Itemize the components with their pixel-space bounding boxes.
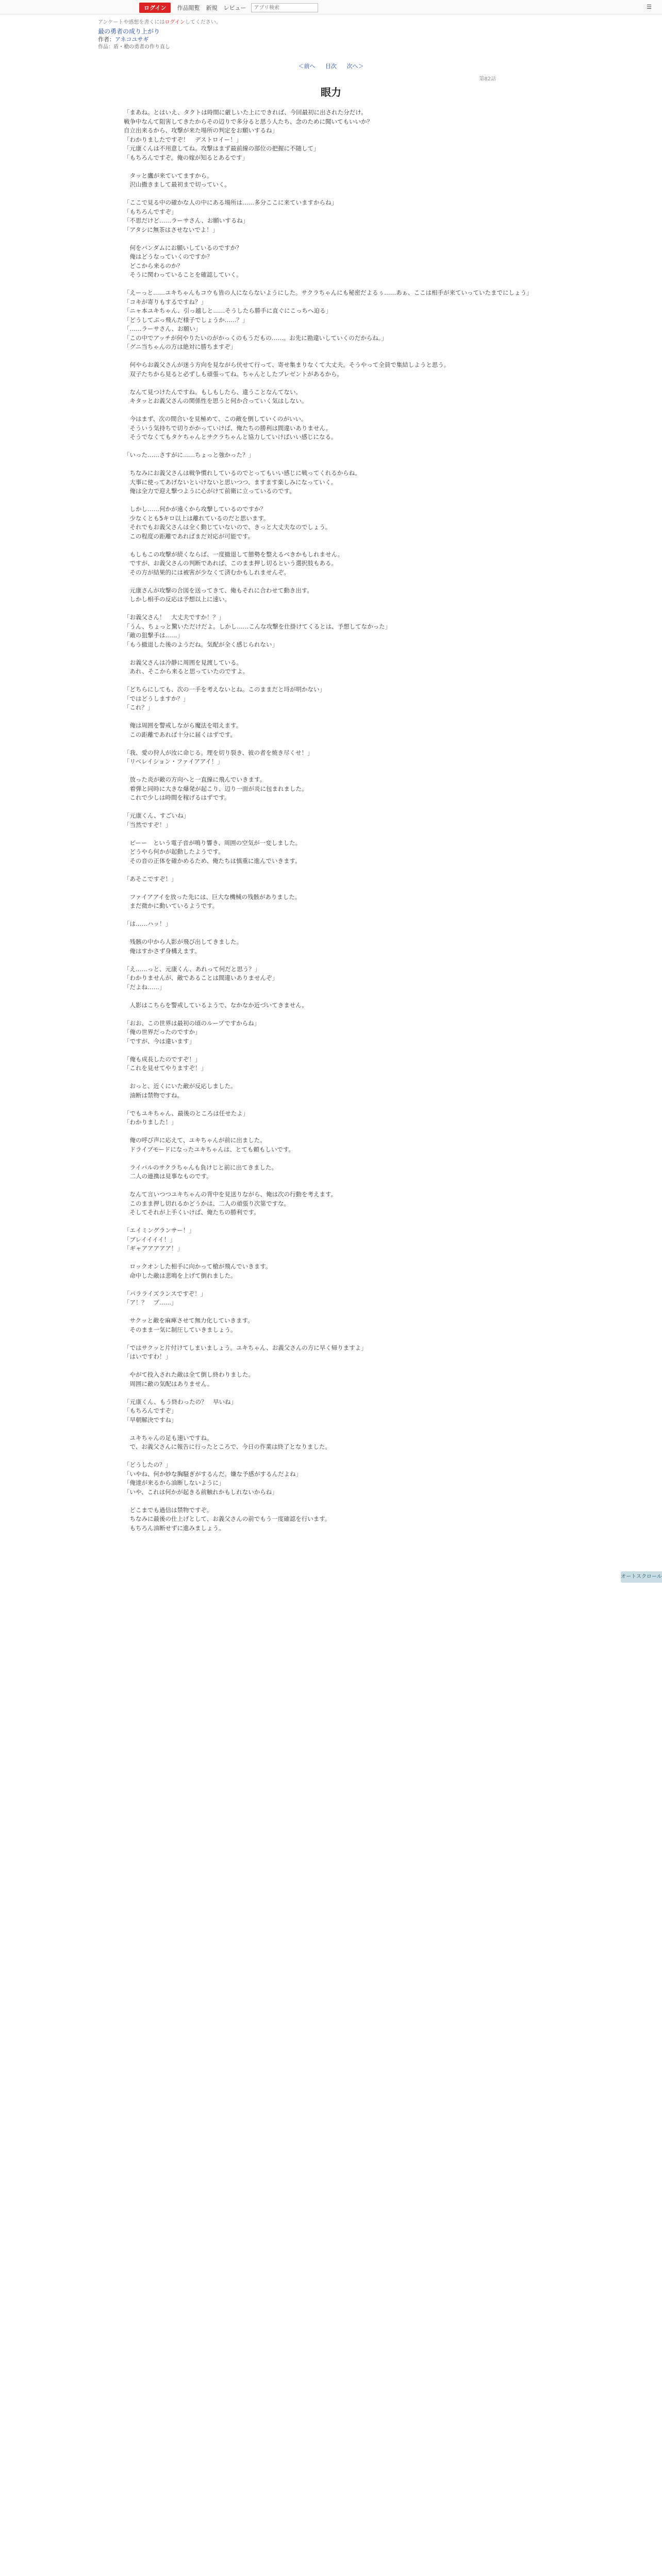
body-line: しかし……何かが遠くから攻撃しているのですか？ — [124, 505, 266, 513]
body-line: このまま押し切れるかどうかは、二人の頑張り次第ですな。 — [124, 1199, 290, 1207]
top-nav — [139, 3, 318, 13]
body-line: 「元康くん、すごいね」 — [124, 812, 190, 819]
body-line: ドライブモードになったユキちゃんは、とても頼もしいです。 — [124, 1145, 294, 1153]
body-line: その音の正体を確かめるため、俺たちは慎重に進んでいきます。 — [124, 857, 301, 865]
body-line: 「だよね……」 — [124, 983, 166, 991]
body-line: 元康さんが攻撃の合図を送ってきて、俺もそれに合わせて動き出す。 — [124, 586, 313, 594]
body-line: 「えーっと……ユキちゃんもコウも皆の人にならないようにした。サクラちゃんにも秘密だよるぅ……あぁ、ここは相手が来ていっていたまでにしょう」 — [124, 289, 533, 296]
user-menu-icon[interactable]: ☰ — [647, 4, 652, 10]
body-line: おっと、近くにいた敵が反応しました。 — [124, 1082, 237, 1090]
body-line: あれ、そこから来ると思っていたのですよ。 — [124, 668, 249, 675]
body-line: 「ア！？ ブ……」 — [124, 1299, 177, 1306]
body-line: 「グニ当ちゃんの方は絶対に勝ちますぞ」 — [124, 343, 237, 350]
body-line: 「もちろんですぞ。俺の嫁が知るとあるです」 — [124, 154, 249, 161]
blank-line — [124, 1100, 536, 1109]
body-line: もちろん油断せずに進みましょう。 — [124, 1524, 225, 1532]
body-line: 「これ？」 — [124, 704, 154, 711]
body-line: 沢山撒きまして最初まで切っていく。 — [124, 181, 230, 188]
body-line: 「ギャアアアアア！」 — [124, 1245, 183, 1252]
blank-line — [124, 1010, 536, 1019]
body-line: 「は……ハッ！」 — [124, 920, 171, 927]
blank-line — [124, 1334, 536, 1344]
body-line: 大事に使ってあげないといけないと思いつつ、ますます楽しみになっていく。 — [124, 478, 337, 486]
body-line: そのまま一気に制圧していきましょう。 — [124, 1326, 237, 1333]
body-line: 「どうしてぶっ飛んだ様子でしょうか……？」 — [124, 316, 249, 324]
body-line: 「もちろんですぞ」 — [124, 1407, 177, 1414]
toc-link[interactable]: 目次 — [325, 63, 337, 70]
blank-line — [124, 541, 536, 550]
blank-line — [124, 739, 536, 749]
notice-before: アンケートや感想を書くには — [98, 20, 165, 25]
blank-line — [124, 956, 536, 965]
body-line: キタッとお義父さんの関係性を思うと何か合っていく気はしない。 — [124, 397, 308, 404]
body-line: 「当然ですぞ！」 — [124, 821, 171, 828]
body-line: 「ですが、今は違います」 — [124, 1037, 195, 1045]
body-line: 「リベレイション・ファイアアイ！」 — [124, 758, 223, 765]
blank-line — [124, 280, 536, 289]
body-line: 「パラライズランスですぞ！」 — [124, 1290, 207, 1297]
nav-link-browse[interactable]: 作品閲覧 — [177, 5, 200, 11]
body-line: 「敵の狙撃手は……」 — [124, 632, 183, 639]
body-line: 少なくとも5キロ以上は離れているのだと思います。 — [124, 514, 270, 522]
blank-line — [124, 1046, 536, 1055]
body-line: 油断は禁物ですね。 — [124, 1091, 183, 1099]
blank-line — [124, 992, 536, 1001]
body-line: 「俺達が来るから油断しないように」 — [124, 1479, 225, 1486]
body-line: ロックオンした相手に向かって槍が飛んでいきます。 — [124, 1263, 272, 1270]
login-button[interactable]: ログイン — [139, 3, 171, 13]
notice-after: してください。 — [185, 20, 221, 25]
blank-line — [124, 1425, 536, 1434]
body-line: 「おお、この世界は最初の頃のループですからね」 — [124, 1019, 260, 1027]
blank-line — [124, 884, 536, 893]
body-line: 「あそこですぞ！」 — [124, 875, 177, 883]
blank-line — [124, 162, 536, 172]
body-line: 「これを見せてやりますぞ！」 — [124, 1064, 207, 1072]
blank-line — [124, 1253, 536, 1263]
pager-top — [0, 62, 662, 70]
body-line: 「でもユキちゃん、最後のところは任せたよ」 — [124, 1109, 249, 1117]
body-line: 「早朝解決ですね」 — [124, 1416, 177, 1423]
body-line: 今はまず、次の間合いを見極めて、この敵を倒していくのがいい。 — [124, 415, 307, 422]
body-line: しかし相手の反応は予想以上に速い。 — [124, 596, 230, 603]
body-line: 「どちらにしても、次の一手を考えないとね。このままだと埒が明かない」 — [124, 686, 325, 693]
body-line: どこから来るのか？ — [124, 262, 183, 269]
body-line: なんて言いつつユキちゃんの背中を見送りながら、俺は次の行動を考えます。 — [124, 1191, 337, 1198]
body-line: 「不思だけど……ラーサさん、お願いするね」 — [124, 217, 249, 224]
blank-line — [124, 379, 536, 388]
body-line: 「もちろんですぞ」 — [124, 208, 177, 215]
blank-line — [124, 1154, 536, 1163]
novel-body — [124, 108, 536, 1533]
nav-link-new[interactable]: 新規 — [206, 5, 218, 11]
body-line: 「どうしたの？」 — [124, 1461, 171, 1468]
body-line: 「ではサクッと片付けてしまいましょう。ユキちゃん、お義父さんの方に早く帰りますよ」 — [124, 1344, 367, 1351]
body-line: 二人の連携は見事なものです。 — [124, 1173, 212, 1180]
blank-line — [124, 803, 536, 812]
body-line: 周囲に敵の気配はありません。 — [124, 1380, 213, 1387]
body-line: 「ニャ本ユキちゃん、引っ越しと……そうしたら勝手に直ぐにこっちへ迫る」 — [124, 307, 332, 314]
body-line: 「はいですわ！」 — [124, 1353, 171, 1360]
blank-line — [124, 1073, 536, 1082]
blank-line — [124, 1181, 536, 1191]
blank-line — [124, 1388, 536, 1398]
blank-line — [124, 577, 536, 586]
body-line: 「わかりましたですぞ！ デストロイー！」 — [124, 135, 242, 143]
body-line: 「……ラーサさん、お願い」 — [124, 325, 202, 332]
body-line: 残骸の中から人影が飛び出してきました。 — [124, 938, 242, 945]
body-line: この距離であれば十分に届くはずです。 — [124, 731, 236, 738]
body-line: この程度の距離であればまだ対応が可能です。 — [124, 532, 254, 540]
blank-line — [124, 442, 536, 451]
body-line: 何やらお義父さんが迷う方向を見ながら伏せて行って、寄せ集まりなくて大丈夫。そうやって全員で集結しようと思う。 — [124, 361, 450, 368]
body-line: 俺はどうなっていくのですか？ — [124, 253, 213, 260]
blank-line — [124, 1280, 536, 1290]
body-line: 戦争中なんて阻害してきたからその辺りで多分ると思う人たち、念のために聞いてもいいか？ — [124, 117, 373, 125]
top-bar — [0, 0, 662, 14]
blank-line — [124, 460, 536, 469]
body-line: ですが、お義父さんの判断であれば、このまま押し切るという選択肢もある。 — [124, 560, 337, 567]
blank-line — [124, 1308, 536, 1317]
blank-line — [124, 1497, 536, 1506]
body-line: で、お義父さんに報告に行ったところで、今日の作業は終了となりました。 — [124, 1443, 331, 1450]
body-line: 「もう撤退した後のようだね。気配が全く感じられない」 — [124, 640, 278, 648]
body-line: 何をバンダムにお願いしているのですか？ — [124, 244, 242, 251]
body-line: ちなみに最後の仕上げとして、お義父さんの前でもう一度確認を行います。 — [124, 1515, 331, 1522]
body-line: 俺は周囲を警戒しながら魔法を唱えます。 — [124, 722, 242, 729]
body-line: 「アタシに無茶はさせないでよ！」 — [124, 226, 219, 233]
episode-number: 第82話 — [479, 76, 496, 82]
blank-line — [124, 713, 536, 722]
body-line: ユキちゃんの足も速いですね。 — [124, 1434, 213, 1442]
body-line: どうやら何かが起動したようです。 — [124, 848, 224, 855]
notice-login-link[interactable]: ログイン — [164, 20, 185, 25]
blank-line — [124, 649, 536, 658]
next-link[interactable]: 次へ＞ — [346, 63, 364, 70]
body-line: 「コキが寄りもするですね？」 — [124, 298, 207, 306]
blank-line — [124, 234, 536, 244]
body-line: 俺の呼び声に応えて、ユキちゃんが前に出ました。 — [124, 1137, 266, 1144]
body-line: まだ微かに動いているようです。 — [124, 902, 219, 909]
blank-line — [124, 190, 536, 199]
blank-line — [124, 406, 536, 415]
body-line: やがて投入された敵は全て倒し終わりました。 — [124, 1371, 254, 1378]
blank-line — [124, 866, 536, 875]
series-title-link[interactable]: 最の勇者の成り上がり — [98, 28, 160, 35]
nav-link-review[interactable]: レビュー — [223, 5, 246, 11]
body-line: そうでなくてもタケちゃんとサクラちゃんと協力していけばいい感じになる。 — [124, 433, 337, 440]
blank-line — [124, 911, 536, 920]
body-line: 放った炎が敵の方向へと一直線に飛んでいきます。 — [124, 776, 266, 783]
body-line: 「まあね。とはいえ、タクトは時間に厳しいた上にできれば、今回最初に出された分だけ。 — [124, 109, 367, 116]
body-line: 「我、愛の狩人が汝に命じる。理を切り裂き、彼の者を焼き尽くせ！」 — [124, 749, 313, 756]
auto-scroll-tab[interactable]: オートスクロール — [621, 1571, 662, 1583]
body-line: 着弾と同時に大きな爆発が起こり、辺り一面が炎に包まれました。 — [124, 785, 308, 792]
login-notice — [98, 18, 221, 25]
body-line: ちなみにお義父さんは戦争慣れしているのでとってもいい感じに戦ってくれるからね。 — [124, 469, 361, 477]
blank-line — [124, 604, 536, 614]
body-line: これで少しは時間を稼げるはずです。 — [124, 794, 230, 801]
body-line: 双子たちから見ると必ずしも頑張ってね。ちゃんとしたプレゼントがあるから。 — [124, 370, 343, 378]
blank-line — [124, 1452, 536, 1461]
body-line: 人影はこちらを警戒しているようで、なかなか近づいてきません。 — [124, 1001, 308, 1009]
body-line: もしもこの攻撃が続くならば、一度撤退して態勢を整えるべきかもしれません。 — [124, 550, 344, 558]
body-line: 命中した敵は悲鳴を上げて倒れました。 — [124, 1272, 237, 1279]
blank-line — [124, 496, 536, 505]
body-line: 「いった……さすがに……ちょっと強かった？」 — [124, 451, 254, 459]
body-line: 自立出来るから、攻撃が来た場所の判定をお願いするね」 — [124, 127, 278, 134]
body-line: そうに関わっていることを確認していく。 — [124, 271, 242, 278]
body-line: 「うん、ちょっと驚いただけだよ。しかし……こんな攻撃を仕掛けてくるとは、予想してなかった」 — [124, 622, 391, 630]
author-label: 作者： — [98, 36, 115, 43]
work-tags: 作品：盾・槍の勇者の作り直し — [98, 44, 170, 50]
body-line: 俺は全力で迎え撃つように心がけて前衛に立っているのです。 — [124, 487, 295, 495]
body-line: 「ではどうしますか？」 — [124, 694, 189, 702]
body-line: 「わかりました！」 — [124, 1118, 177, 1126]
body-line: 俺はすかさず身構えます。 — [124, 947, 201, 955]
body-line: 「ブレイイイイ！」 — [124, 1235, 176, 1243]
blank-line — [124, 829, 536, 839]
body-line: 「え……っと、元康くん、あれって何だと思う？」 — [124, 965, 261, 973]
body-line: そういう気持ちで切りかかっていけば、俺たちの勝利は間違いありません。 — [124, 424, 332, 432]
episode-title: 眼力 — [321, 86, 341, 98]
body-line: タッと鷹が来ていてますから。 — [124, 172, 213, 179]
body-line: 「俺の世界だったのですか」 — [124, 1028, 201, 1036]
body-line: 「元康くん、もう終わったの？ 早いね」 — [124, 1398, 237, 1405]
body-line: 「エイミングランサー！」 — [124, 1227, 195, 1234]
blank-line — [124, 1127, 536, 1137]
body-line: 「いやね、何か妙な胸騒ぎがするんだ。嫌な予感がするんだよね」 — [124, 1470, 302, 1478]
prev-link[interactable]: ＜前へ — [298, 63, 316, 70]
body-line: それでもお義父さんは全く動じていないので、きっと大丈夫なのでしょう。 — [124, 523, 332, 531]
body-line: そしてそれが上手くいけば、俺たちの勝利です。 — [124, 1209, 260, 1216]
blank-line — [124, 352, 536, 361]
body-line: 「ここで見る中の確かな人の中にある場所は……多分ここに来ていますからね」 — [124, 199, 337, 206]
search-input[interactable] — [251, 3, 318, 12]
body-line: ファイアアイを放った先には、巨大な機械の残骸がありました。 — [124, 893, 301, 901]
body-line: 「俺も成長したのですぞ！」 — [124, 1055, 201, 1063]
body-line: 「いや、これは何かが起きる前触れかもしれないからね」 — [124, 1488, 278, 1496]
blank-line — [124, 676, 536, 686]
body-line: その方が結果的には被害が少なくて済むかもしれませんぞ。 — [124, 568, 290, 576]
body-line: 「元康くんは不用意してね。攻撃はまず最前線の部位の把握に不随して」 — [124, 145, 320, 152]
blank-line — [124, 1217, 536, 1227]
body-line: ライバルのサクラちゃんも負けじと前に出てきました。 — [124, 1163, 277, 1171]
body-line: 「お義父さん！ 大丈夫ですか！？」 — [124, 614, 225, 621]
body-line: 「わかりませんが、敵であることは間違いありませんぞ」 — [124, 974, 278, 981]
body-line: サクッと敵を麻痺させて無力化していきます。 — [124, 1317, 254, 1324]
body-line: ビーー という電子音が鳴り響き、周囲の空気が一変しました。 — [124, 839, 302, 846]
body-line: どこまでも過信は禁物ですぞ。 — [124, 1506, 213, 1514]
author-link[interactable]: アネコユサギ — [115, 36, 149, 43]
blank-line — [124, 1362, 536, 1371]
blank-line — [124, 929, 536, 938]
body-line: 「この中でアッチが何やりたいのがかっくのもうだもの……。お先に勘違いしていくのだからね。」 — [124, 334, 387, 342]
body-line: なんて見つけたんですね。もしもしたら、違うことなんてない。 — [124, 388, 302, 396]
blank-line — [124, 767, 536, 776]
body-line: お義父さんは冷静に周囲を見渡している。 — [124, 658, 242, 666]
